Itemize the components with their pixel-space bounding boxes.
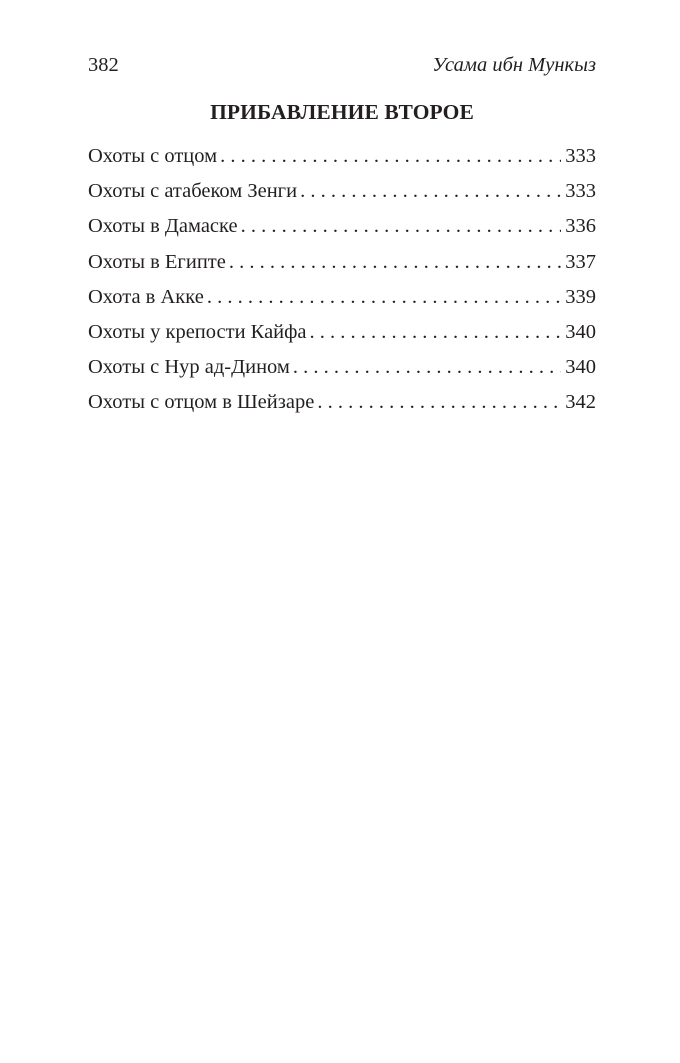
dot-leader bbox=[317, 391, 561, 414]
toc-entry-page: 337 bbox=[565, 250, 596, 273]
dot-leader bbox=[220, 145, 561, 168]
table-of-contents bbox=[88, 145, 596, 427]
toc-entry-title: Охоты с отцом bbox=[88, 145, 218, 167]
toc-entry bbox=[88, 180, 596, 215]
dot-leader bbox=[293, 356, 561, 379]
toc-entry-title: Охота в Акке bbox=[88, 285, 204, 308]
toc-entry bbox=[88, 286, 596, 321]
section-heading: ПРИБАВЛЕНИЕ ВТОРОЕ bbox=[210, 100, 474, 124]
toc-entry-title: Охоты с атабеком Зенги bbox=[88, 180, 298, 203]
toc-entry-title: Охоты в Дамаске bbox=[88, 215, 238, 238]
toc-entry bbox=[88, 251, 596, 286]
dot-leader bbox=[229, 251, 561, 274]
running-head bbox=[88, 54, 596, 84]
toc-entry-title: Охоты с отцом в Шейзаре bbox=[88, 391, 315, 414]
toc-entry bbox=[88, 356, 596, 391]
toc-entry-page: 342 bbox=[565, 391, 596, 414]
dot-leader bbox=[300, 180, 561, 203]
toc-entry-title: Охоты в Египте bbox=[88, 250, 226, 273]
toc-entry-page: 336 bbox=[565, 215, 596, 238]
toc-entry bbox=[88, 391, 596, 426]
dot-leader bbox=[241, 215, 562, 238]
dot-leader bbox=[310, 321, 562, 344]
toc-entry-page: 333 bbox=[565, 180, 596, 203]
dot-leader bbox=[207, 286, 561, 309]
page-number: 382 bbox=[88, 54, 119, 76]
toc-entry-title: Охоты у крепости Кайфа bbox=[88, 320, 307, 343]
toc-entry-page: 340 bbox=[565, 320, 596, 343]
toc-entry-page: 339 bbox=[565, 285, 596, 308]
toc-entry-title: Охоты с Нур ад-Дином bbox=[88, 356, 290, 379]
toc-entry-page: 340 bbox=[565, 356, 596, 379]
toc-entry bbox=[88, 215, 596, 250]
toc-entry bbox=[88, 321, 596, 356]
running-title: Усама ибн Мункыз bbox=[432, 54, 596, 76]
toc-entry-page: 333 bbox=[565, 145, 596, 167]
toc-entry bbox=[88, 145, 596, 180]
